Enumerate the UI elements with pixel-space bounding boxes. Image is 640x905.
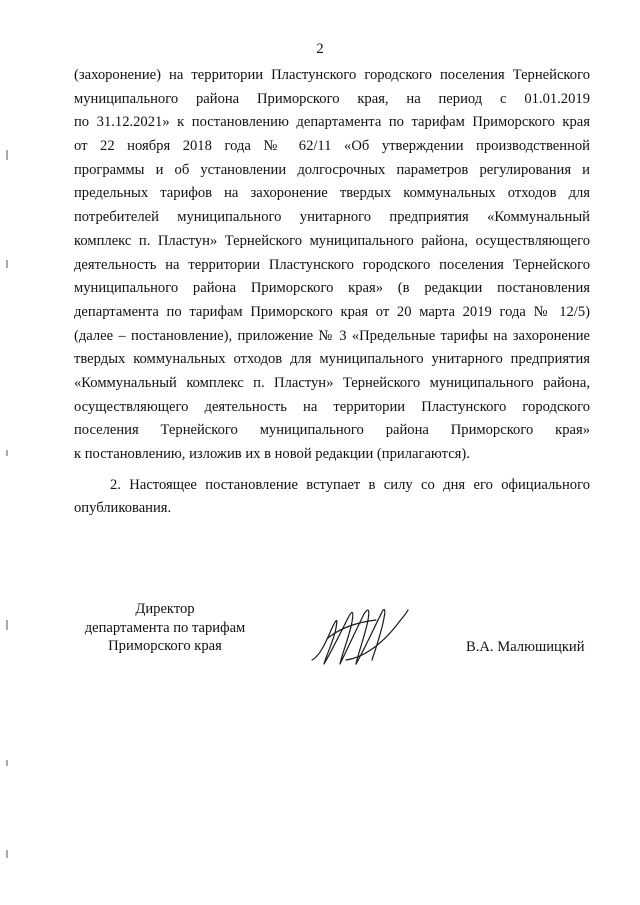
text-line: муниципального района Приморского края» (в редакции постановления [74,280,590,297]
text-line: от 22 ноября 2018 года № 62/11 «Об утверждении производственной [74,138,590,155]
paragraph-gap [74,467,590,474]
position-line: Директор [135,601,195,617]
paragraph-effective-date [74,474,590,521]
position-line: департамента по тарифам [84,619,246,636]
text-line: (далее – постановление), приложение № 3 «Предельные тарифы на захоронение [74,327,590,344]
text-line: по 31.12.2021» к постановлению департамента по тарифам Приморского края [74,114,590,131]
text-line: муниципального района Приморского края, на период с 01.01.2019 [74,90,590,107]
text-line: департамента по тарифам Приморского края от 20 марта 2019 года № 12/5) [74,303,590,320]
paragraph-amendment [74,64,590,467]
text-line: комплекс п. Пластун» Тернейского муниципального района, осуществляющего [74,232,590,249]
text-line: «Коммунальный комплекс п. Пластун» Тернейского муниципального района, [74,374,590,391]
text-line: (захоронение) на территории Пластунского городского поселения Тернейского [74,67,590,83]
signatory-position [70,600,260,656]
text-line: твердых коммунальных отходов для муниципального унитарного предприятия [74,351,590,368]
text-line: программы и об установлении долгосрочных параметров регулирования и [74,161,590,178]
position-line: Приморского края [108,638,222,655]
signer-name: В.А. Малюшицкий [466,639,585,655]
page-number: 2 [316,41,324,57]
document-body [74,64,590,521]
text-line: деятельность на территории Пластунского городского поселения Тернейского [74,256,590,273]
text-line: потребителей муниципального унитарного предприятия «Коммунальный [74,209,590,226]
text-line: к постановлению, изложив их в новой редакции (прилагаются). [74,446,470,462]
text-line: предельных тарифов на захоронение твердых коммунальных отходов для [74,185,590,202]
text-line: 2. Настоящее постановление вступает в силу со дня его официального [110,476,590,493]
text-line: поселения Тернейского муниципального района Приморского края» [74,422,590,439]
text-line: опубликования. [74,500,172,517]
scan-margin-marks [5,150,9,870]
text-line: осуществляющего деятельность на территории Пластунского городского [74,398,590,415]
handwritten-signature [306,598,412,670]
